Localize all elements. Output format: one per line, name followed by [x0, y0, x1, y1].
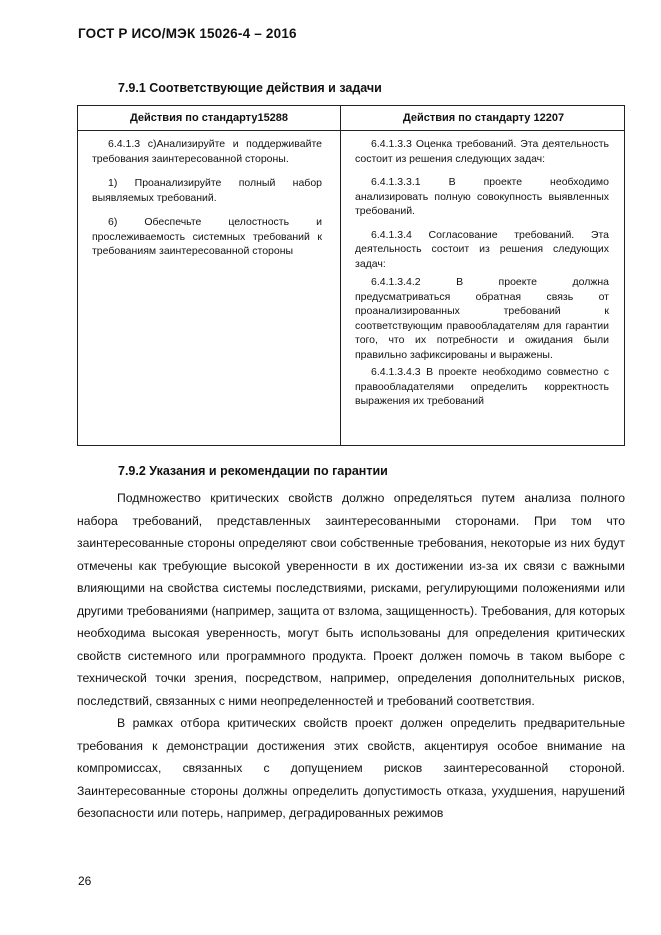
column-header-12207: Действия по стандарту 12207 — [402, 112, 565, 124]
cell-paragraph: 6.4.1.3.3.1 В проекте необходимо анализировать полную совокупность выявленных требований. — [355, 176, 609, 217]
cell-paragraph: 6) Обеспечьте целостность и прослеживаемость системных требований к требованиям заинтересованной стороны — [92, 216, 322, 257]
table-cell-12207 — [355, 137, 609, 409]
standards-comparison-table — [77, 105, 625, 446]
body-paragraph: В рамках отбора критических свойств проект должен определить предварительные требования к демонстрации достижения этих свойств, акцентируя особое внимание на компромиссах, связанных с допущением рисков заинтересованной стороной. Заинтересованные стороны должны определить допустимость отказа, ухудшения, нарушений безопасности или потерь, например, деградированных режимов — [77, 716, 625, 820]
cell-paragraph: 6.4.1.3.3 Оценка требований. Эта деятельность состоит из решения следующих задач: — [355, 138, 609, 165]
body-paragraph: Подмножество критических свойств должно определяться путем анализа полного набора требований, представленных заинтересованными сторонами. При том что заинтересованные стороны определяют свои собственные требования, некоторые из них будут отмечены как требующие высокой уверенности в их достижении из-за их связи с важными влияющими на свойства системы последствиями, рисками, регулирующими положениями или другими требованиями (например, защита от взлома, защищенность). Требования, для которых необходима высокая уверенность, могут быть использованы для определения критических свойств системного или программного продукта. Проект должен помочь в таком выборе с технической точки зрения, посредством, например, определения дополнительных рисков, последствий, связанных с ними неопределенностей и требований соответствия. — [77, 491, 625, 708]
cell-paragraph: 1) Проанализируйте полный набор выявляемых требований. — [92, 177, 322, 204]
column-divider — [340, 106, 341, 445]
cell-paragraph: 6.4.1.3.4 Согласование требований. Эта деятельность состоит из решения следующих задач: — [355, 228, 609, 270]
table-cell-15288 — [92, 137, 322, 259]
section-heading-7-9-2: 7.9.2 Указания и рекомендации по гарантии — [118, 464, 388, 478]
section-heading-7-9-1: 7.9.1 Соответствующие действия и задачи — [118, 81, 382, 95]
body-text — [77, 487, 625, 825]
page-number: 26 — [78, 874, 92, 888]
cell-paragraph: 6.4.1.3.4.3 В проекте необходимо совместно с правообладателями определить корректность выражения их требований — [355, 366, 609, 407]
document-header: ГОСТ Р ИСО/МЭК 15026-4 – 2016 — [78, 26, 297, 41]
column-header-15288: Действия по стандарту15288 — [129, 112, 289, 124]
cell-paragraph: 6.4.1.3 c)Анализируйте и поддерживайте требования заинтересованной стороны. — [92, 138, 322, 165]
header-row-divider — [78, 130, 624, 131]
cell-paragraph: 6.4.1.3.4.2 В проекте должна предусматриваться обратная связь от проанализированных требований к соответствующим правообладателям для гарантии того, что их потребности и ожидания были правильно зафиксированы и выражены. — [355, 276, 609, 361]
